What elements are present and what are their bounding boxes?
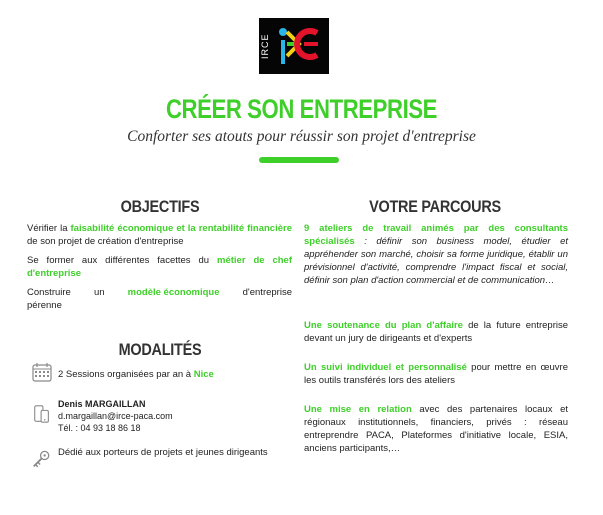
- sessions-text: 2 Sessions organisées par an à: [58, 369, 194, 380]
- irce-logo: [259, 18, 329, 74]
- objectif-3-highlight: modèle économique: [127, 287, 220, 298]
- sessions-city: Nice: [193, 369, 214, 380]
- contact-phone: Tél. : 04 93 18 86 18: [58, 423, 141, 433]
- contact-name: Denis MARGAILLAN: [58, 399, 146, 409]
- parcours-1-highlight: 9 ateliers de travail animés par des consultants spécialisés: [304, 223, 568, 247]
- parcours-4-text: avec des partenaires locaux et régionaux institutionnels, financiers, privés : réseau entreprendre PACA, Plateformes d'initiative locale, ESIA, anciens participants,…: [304, 404, 568, 454]
- target-audience: Dédié aux porteurs de projets et jeunes dirigeants: [58, 447, 268, 458]
- page-subtitle: Conforter ses atouts pour réussir son projet d'entreprise: [127, 128, 476, 145]
- parcours-3-highlight: Un suivi individuel et personnalisé: [304, 362, 467, 373]
- sessions-info: [58, 368, 214, 381]
- objectif-3-word: un: [93, 287, 105, 298]
- parcours-2-text: de la future entreprise devant un jury de dirigeants et d'experts: [304, 320, 569, 344]
- phone-icon: [32, 404, 52, 424]
- parcours-4-highlight: Une mise en relation: [304, 404, 412, 415]
- objectifs-heading: OBJECTIFS: [120, 197, 200, 216]
- title-underline: [259, 157, 339, 163]
- objectif-1-text: Vérifier la: [27, 223, 71, 234]
- parcours-item-mise-en-relation: [304, 403, 568, 455]
- parcours-2-highlight: Une soutenance du plan d'affaire: [304, 320, 463, 331]
- logo-mark-icon: [259, 18, 329, 74]
- objectif-2-highlight: métier de chef d'entreprise: [27, 255, 292, 279]
- calendar-icon: [32, 362, 52, 382]
- objectif-2-text: Se former aux différentes facettes du: [27, 255, 217, 266]
- modalites-heading: MODALITÉS: [118, 340, 202, 359]
- parcours-item-suivi: [304, 361, 568, 387]
- objectif-1-text-end: de son projet de création d'entreprise: [27, 236, 184, 247]
- parcours-1-text: : définir son business model, étudier et appréhender son marché, choisir sa forme juridique, établir un prévisionnel d'activité, comprendre l'impact fiscal et social, définir son plan d'action commercial et de communication…: [304, 236, 568, 286]
- contact-block: [58, 398, 173, 434]
- parcours-item-soutenance: [304, 319, 568, 345]
- parcours-heading: VOTRE PARCOURS: [369, 197, 501, 216]
- objectif-3-word: Construire: [27, 287, 71, 298]
- objectif-1: [27, 222, 292, 248]
- logo-text: IRCE: [260, 33, 270, 59]
- objectif-3-line2: pérenne: [27, 300, 62, 311]
- objectif-3: [27, 286, 292, 312]
- parcours-item-ateliers: [304, 222, 568, 287]
- objectif-3-word: d'entreprise: [242, 287, 292, 298]
- objectif-2: [27, 254, 292, 280]
- key-icon: [31, 450, 51, 470]
- page-title: CRÉER SON ENTREPRISE: [165, 94, 438, 124]
- objectif-1-highlight: faisabilité économique et la rentabilité financière: [70, 223, 292, 234]
- contact-email[interactable]: d.margaillan@irce-paca.com: [58, 411, 173, 421]
- parcours-3-text: pour mettre en œuvre les outils transférés lors des ateliers: [304, 362, 568, 386]
